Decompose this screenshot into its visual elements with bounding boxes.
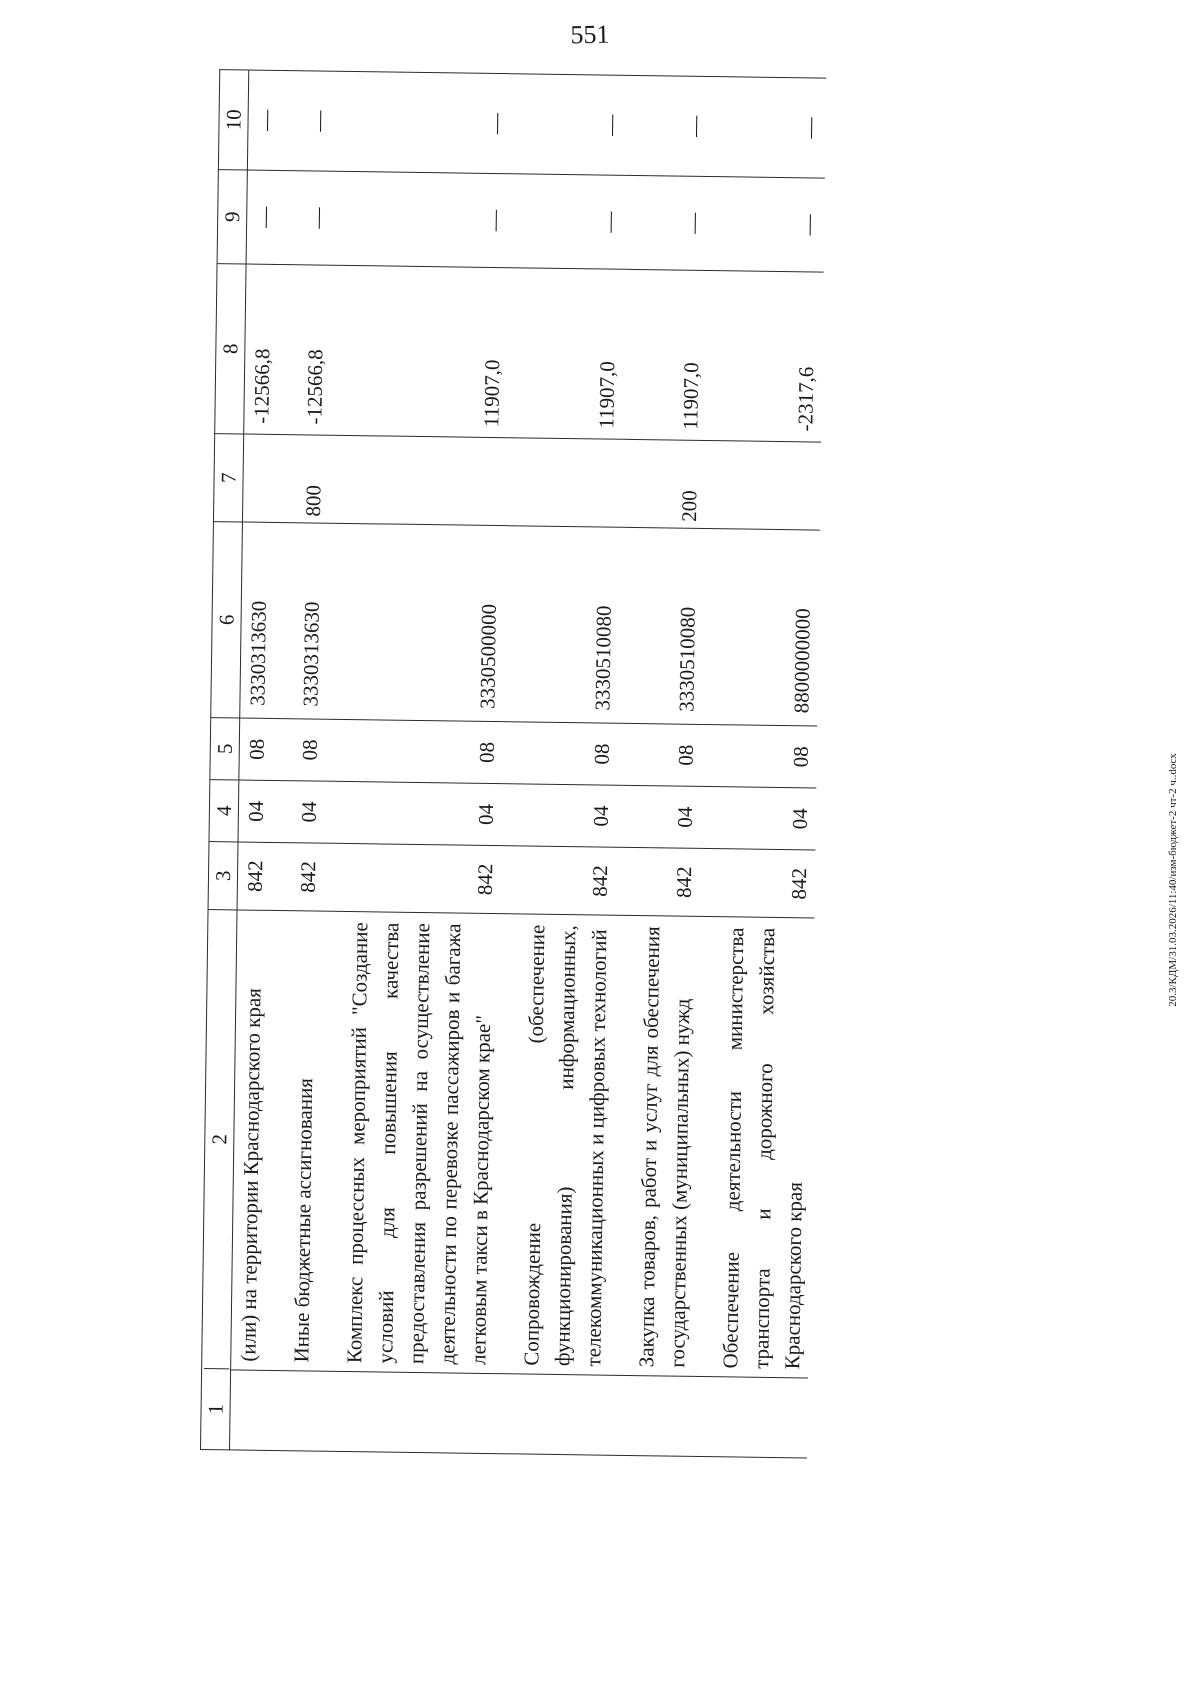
cell-col-1 (263, 1370, 317, 1451)
header-col-2: 2 (206, 1133, 231, 1145)
table-row (692, 77, 826, 1458)
cell-col-5: 08 (617, 723, 702, 786)
cell-col-4: 04 (501, 784, 617, 848)
cell-col-4: 04 (271, 780, 325, 843)
cell-name: Комплекс процессных мероприятий "Создание условий для повышения качества предоставления разрешений на осуществление деятельности по перевозке пассажиров и багажа легковым такси в Краснодарском крае" (317, 911, 500, 1373)
cell-col-7 (705, 440, 821, 530)
cell-name: (или) на территории Краснодарского края (231, 910, 271, 1370)
header-col-10: 10 (218, 70, 248, 170)
dash-mark: — (305, 207, 330, 229)
footer-file-path: 20.3/КДМ/31.03.2026/11:40/изм-бюджет-2 чт-2 ч..docx (1167, 753, 1179, 1007)
header-col-7: 7 (213, 434, 243, 522)
cell-col-4: 04 (238, 780, 272, 842)
dash-mark: — (253, 109, 278, 131)
header-col-3: 3 (208, 842, 238, 910)
cell-col-5: 08 (325, 719, 503, 783)
cell-col-9 (280, 171, 334, 266)
cell-col-6: 8800000000 (702, 528, 820, 726)
cell-col-8: -2317,6 (706, 270, 823, 442)
dash-mark: — (598, 114, 623, 136)
budget-table (200, 69, 826, 1458)
cell-name: Иные бюджетные ассигнования (264, 910, 323, 1371)
cell-col-3: 842 (324, 843, 502, 913)
header-col-4: 4 (209, 780, 239, 842)
cell-name: Закупка товаров, работ и услуг для обеспечения государственных (муниципальных) нужд (609, 915, 699, 1376)
cell-col-9 (333, 171, 511, 267)
cell-col-7: 800 (276, 434, 330, 523)
cell-col-5: 08 (239, 718, 273, 780)
cell-col-6: 3330500000 (326, 523, 506, 721)
cell-col-9 (625, 175, 710, 270)
cell-col-10 (511, 74, 627, 176)
cell-col-8: 11907,0 (507, 268, 624, 440)
cell-col-3: 842 (271, 842, 325, 911)
dash-mark: — (681, 212, 706, 234)
cell-col-3: 842 (616, 847, 701, 916)
dash-mark: — (482, 209, 507, 232)
table-row (493, 74, 627, 1455)
cell-col-1 (608, 1375, 693, 1456)
cell-col-4: 04 (324, 781, 502, 845)
dash-mark: — (483, 112, 508, 135)
cell-col-1 (230, 1370, 265, 1450)
cell-col-10 (334, 71, 512, 173)
cell-col-1 (493, 1374, 609, 1456)
dash-mark: — (796, 214, 821, 236)
cell-col-1 (692, 1376, 808, 1458)
cell-col-3: 842 (699, 848, 815, 918)
cell-col-9 (510, 174, 626, 270)
cell-col-3: 842 (501, 846, 617, 916)
dash-mark: — (682, 115, 707, 137)
cell-col-6: 3330510080 (618, 527, 705, 724)
cell-col-7 (329, 435, 507, 525)
cell-col-6: 3330313630 (273, 522, 329, 719)
cell-col-5: 08 (502, 722, 618, 786)
dash-mark: — (252, 206, 277, 228)
cell-col-5: 08 (701, 724, 817, 788)
cell-col-4: 04 (616, 785, 701, 848)
cell-col-8: 11907,0 (330, 265, 509, 437)
cell-col-8: -12566,8 (244, 264, 280, 434)
cell-name: Сопровождение (обеспечение функционирования) информационных, телекоммуникационных и цифровых технологий (494, 914, 615, 1376)
dash-mark: — (597, 211, 622, 233)
cell-col-6: 3330313630 (240, 522, 276, 718)
header-col-9: 9 (217, 170, 247, 264)
header-col-6: 6 (211, 522, 243, 718)
page-number: 551 (570, 19, 610, 50)
table-row (316, 71, 512, 1453)
cell-col-5: 08 (272, 718, 326, 781)
cell-col-7 (506, 438, 622, 528)
cell-col-9 (709, 176, 825, 272)
table-body (230, 70, 827, 1458)
header-col-8: 8 (215, 264, 246, 434)
dash-mark: — (306, 110, 331, 132)
cell-col-10 (626, 75, 711, 176)
budget-table-container (200, 70, 1200, 1464)
cell-col-7: 200 (621, 439, 706, 528)
cell-col-3: 842 (237, 842, 271, 910)
header-col-5: 5 (210, 718, 240, 780)
cell-name: Обеспечение деятельности министерства транспорта и дорожного хозяйства Краснодарского края (693, 916, 814, 1378)
cell-col-6: 3330510080 (503, 526, 621, 724)
cell-col-8: 11907,0 (622, 269, 708, 440)
cell-col-7 (242, 434, 277, 522)
cell-col-9 (246, 170, 281, 264)
cell-col-10 (281, 71, 335, 172)
cell-col-10 (710, 77, 826, 179)
cell-col-10 (247, 70, 282, 170)
cell-col-8: -12566,8 (277, 264, 332, 435)
cell-col-4: 04 (700, 786, 816, 850)
cell-col-1 (316, 1371, 494, 1453)
dash-mark: — (797, 117, 822, 139)
header-col-1: 1 (203, 1368, 229, 1449)
